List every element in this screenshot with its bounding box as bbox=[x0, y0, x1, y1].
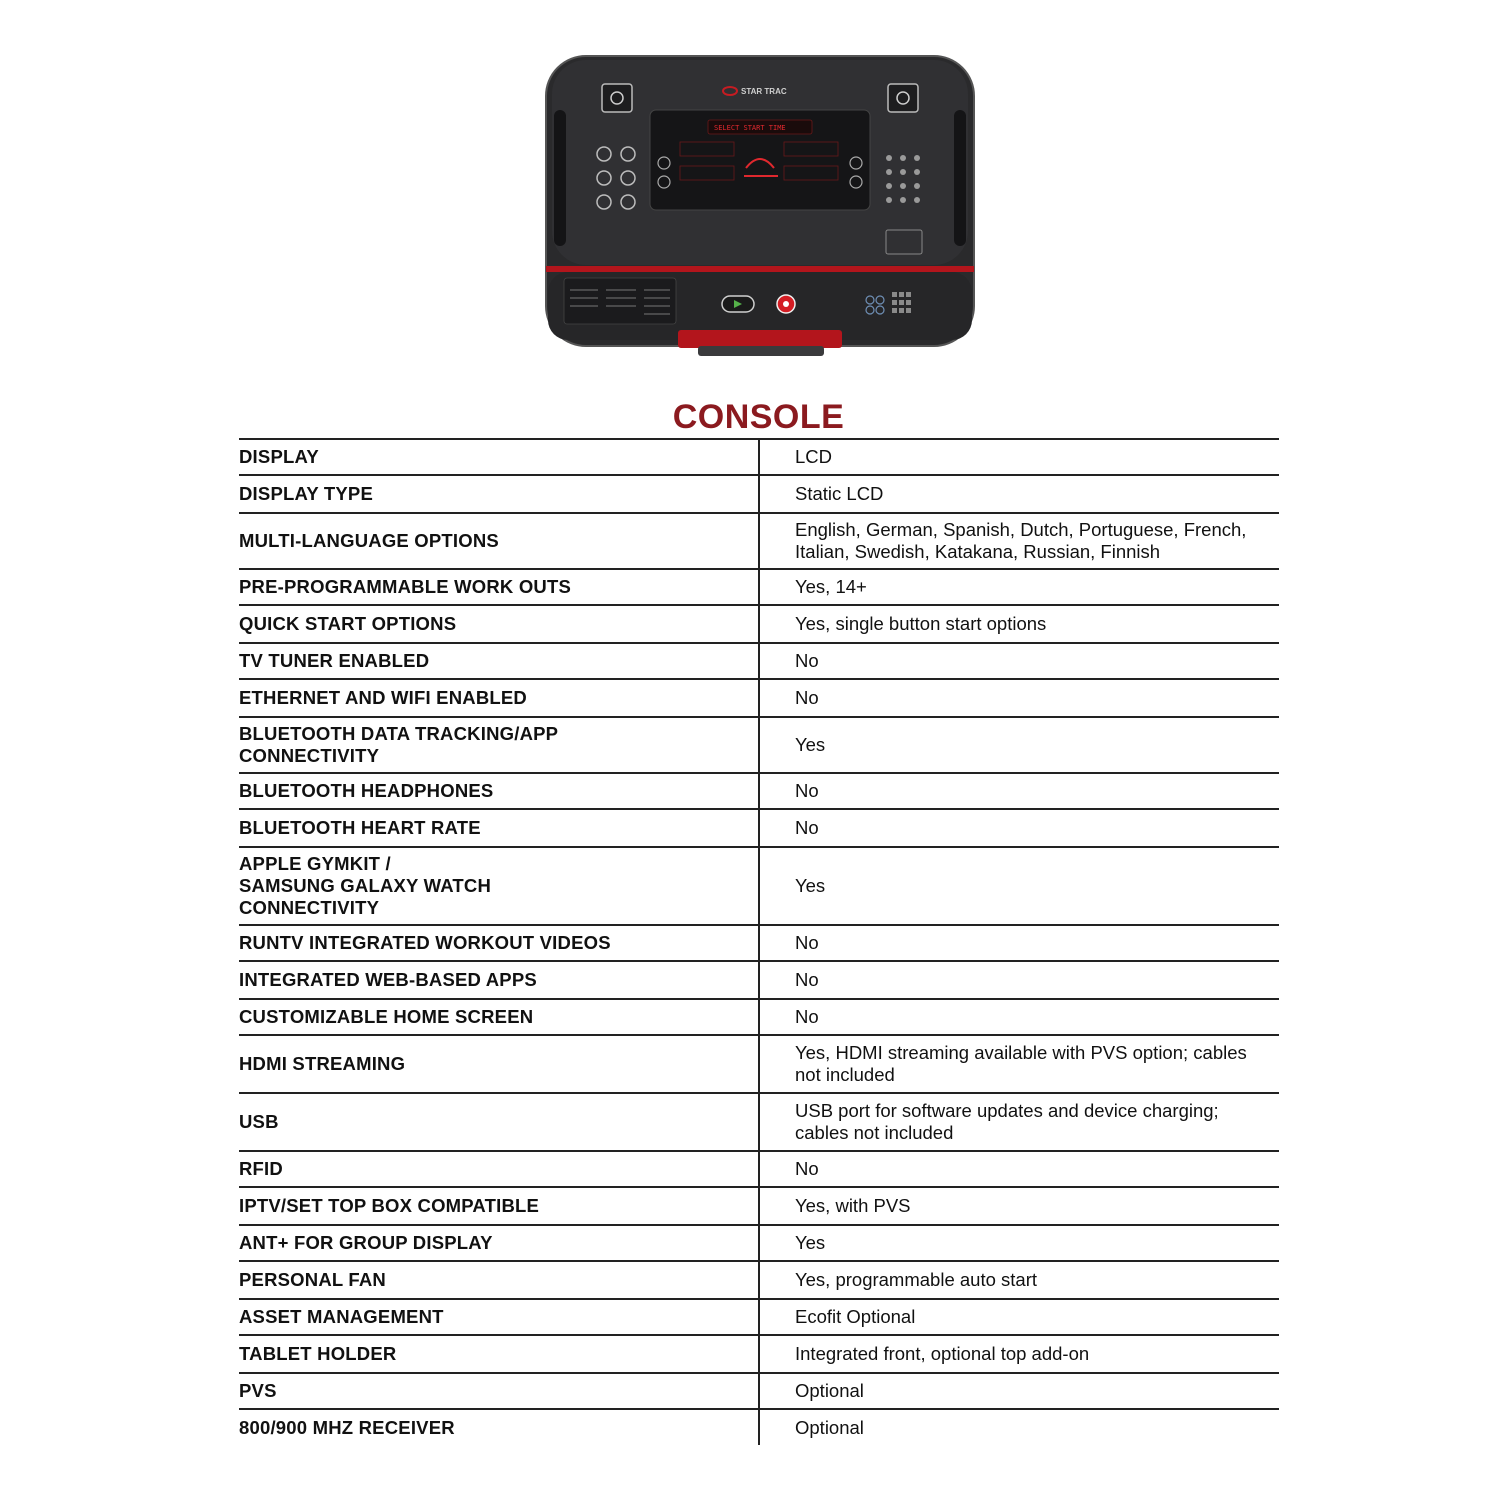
spec-label: PRE-PROGRAMMABLE WORK OUTS bbox=[239, 569, 759, 605]
spec-value: Ecofit Optional bbox=[795, 1306, 916, 1327]
spec-label: CUSTOMIZABLE HOME SCREEN bbox=[239, 999, 759, 1035]
spec-label: DISPLAY bbox=[239, 439, 759, 475]
spec-value: Yes bbox=[795, 875, 826, 896]
spec-row bbox=[239, 773, 1279, 809]
spec-row bbox=[239, 809, 1279, 847]
spec-label: IPTV/SET TOP BOX COMPATIBLE bbox=[239, 1187, 759, 1225]
spec-label: DISPLAY TYPE bbox=[239, 475, 759, 513]
spec-row bbox=[239, 717, 1279, 773]
spec-label: PVS bbox=[239, 1373, 759, 1409]
spec-row bbox=[239, 1373, 1279, 1409]
fan-button-icon bbox=[602, 84, 632, 112]
spec-row bbox=[239, 1335, 1279, 1373]
spec-label: HDMI STREAMING bbox=[239, 1035, 759, 1093]
spec-label: ASSET MANAGEMENT bbox=[239, 1299, 759, 1335]
spec-label: APPLE GYMKIT / SAMSUNG GALAXY WATCH CONNECTIVITY bbox=[239, 847, 759, 925]
spec-value: Yes bbox=[795, 734, 826, 755]
spec-value: Yes, HDMI streaming available with PVS option; cables not included bbox=[795, 1042, 1247, 1085]
spec-label: RFID bbox=[239, 1151, 759, 1187]
display-message: SELECT START TIME bbox=[714, 124, 786, 132]
spec-value: Static LCD bbox=[795, 483, 884, 504]
spec-value: Integrated front, optional top add-on bbox=[795, 1343, 1090, 1364]
spec-value: No bbox=[795, 817, 819, 838]
spec-row bbox=[239, 1093, 1279, 1151]
spec-row bbox=[239, 961, 1279, 999]
spec-value: Yes, single button start options bbox=[795, 613, 1047, 634]
spec-value: Yes bbox=[795, 1232, 826, 1253]
spec-row bbox=[239, 569, 1279, 605]
spec-table-body bbox=[239, 439, 1279, 1445]
console-product-image bbox=[540, 50, 980, 362]
spec-value: No bbox=[795, 1006, 819, 1027]
svg-text:STAR TRAC: STAR TRAC bbox=[741, 87, 787, 96]
spec-row bbox=[239, 1151, 1279, 1187]
spec-row bbox=[239, 605, 1279, 643]
spec-value: No bbox=[795, 780, 819, 801]
spec-table bbox=[239, 438, 1279, 1445]
spec-value: No bbox=[795, 687, 819, 708]
spec-row bbox=[239, 1299, 1279, 1335]
spec-value: Optional bbox=[795, 1380, 864, 1401]
spec-row bbox=[239, 643, 1279, 679]
spec-label: PERSONAL FAN bbox=[239, 1261, 759, 1299]
spec-row bbox=[239, 847, 1279, 925]
spec-row bbox=[239, 679, 1279, 717]
input-button-icon bbox=[888, 84, 918, 112]
section-title: CONSOLE bbox=[672, 398, 845, 436]
spec-value: Yes, 14+ bbox=[795, 576, 867, 597]
spec-label: BLUETOOTH DATA TRACKING/APP CONNECTIVITY bbox=[239, 717, 759, 773]
start-button-icon bbox=[722, 296, 754, 312]
spec-value: No bbox=[795, 932, 819, 953]
spec-row bbox=[239, 1035, 1279, 1093]
spec-value: USB port for software updates and device charging; cables not included bbox=[795, 1100, 1219, 1143]
spec-row bbox=[239, 513, 1279, 569]
spec-row bbox=[239, 925, 1279, 961]
spec-value: No bbox=[795, 1158, 819, 1179]
spec-value: Yes, with PVS bbox=[795, 1195, 911, 1216]
spec-label: TABLET HOLDER bbox=[239, 1335, 759, 1373]
spec-row bbox=[239, 1261, 1279, 1299]
spec-label: QUICK START OPTIONS bbox=[239, 605, 759, 643]
spec-value: LCD bbox=[795, 446, 833, 467]
spec-value: No bbox=[795, 650, 819, 671]
spec-row bbox=[239, 1225, 1279, 1261]
spec-value: Optional bbox=[795, 1416, 864, 1438]
spec-label: ANT+ FOR GROUP DISPLAY bbox=[239, 1225, 759, 1261]
spec-label: RUNTV INTEGRATED WORKOUT VIDEOS bbox=[239, 925, 759, 961]
spec-row bbox=[239, 1409, 1279, 1445]
spec-value: Yes, programmable auto start bbox=[795, 1269, 1037, 1290]
spec-label: 800/900 MHZ RECEIVER bbox=[239, 1409, 759, 1445]
stop-button-icon bbox=[777, 295, 795, 313]
spec-label: BLUETOOTH HEART RATE bbox=[239, 809, 759, 847]
spec-label: ETHERNET AND WIFI ENABLED bbox=[239, 679, 759, 717]
spec-row bbox=[239, 439, 1279, 475]
spec-row bbox=[239, 999, 1279, 1035]
spec-label: TV TUNER ENABLED bbox=[239, 643, 759, 679]
spec-label: BLUETOOTH HEADPHONES bbox=[239, 773, 759, 809]
spec-row bbox=[239, 475, 1279, 513]
spec-label: USB bbox=[239, 1093, 759, 1151]
spec-label: INTEGRATED WEB-BASED APPS bbox=[239, 961, 759, 999]
spec-label: MULTI-LANGUAGE OPTIONS bbox=[239, 513, 759, 569]
spec-value: No bbox=[795, 969, 819, 990]
spec-value: English, German, Spanish, Dutch, Portuguese, French, Italian, Swedish, Katakana, Russian, Finnish bbox=[795, 519, 1247, 562]
spec-row bbox=[239, 1187, 1279, 1225]
